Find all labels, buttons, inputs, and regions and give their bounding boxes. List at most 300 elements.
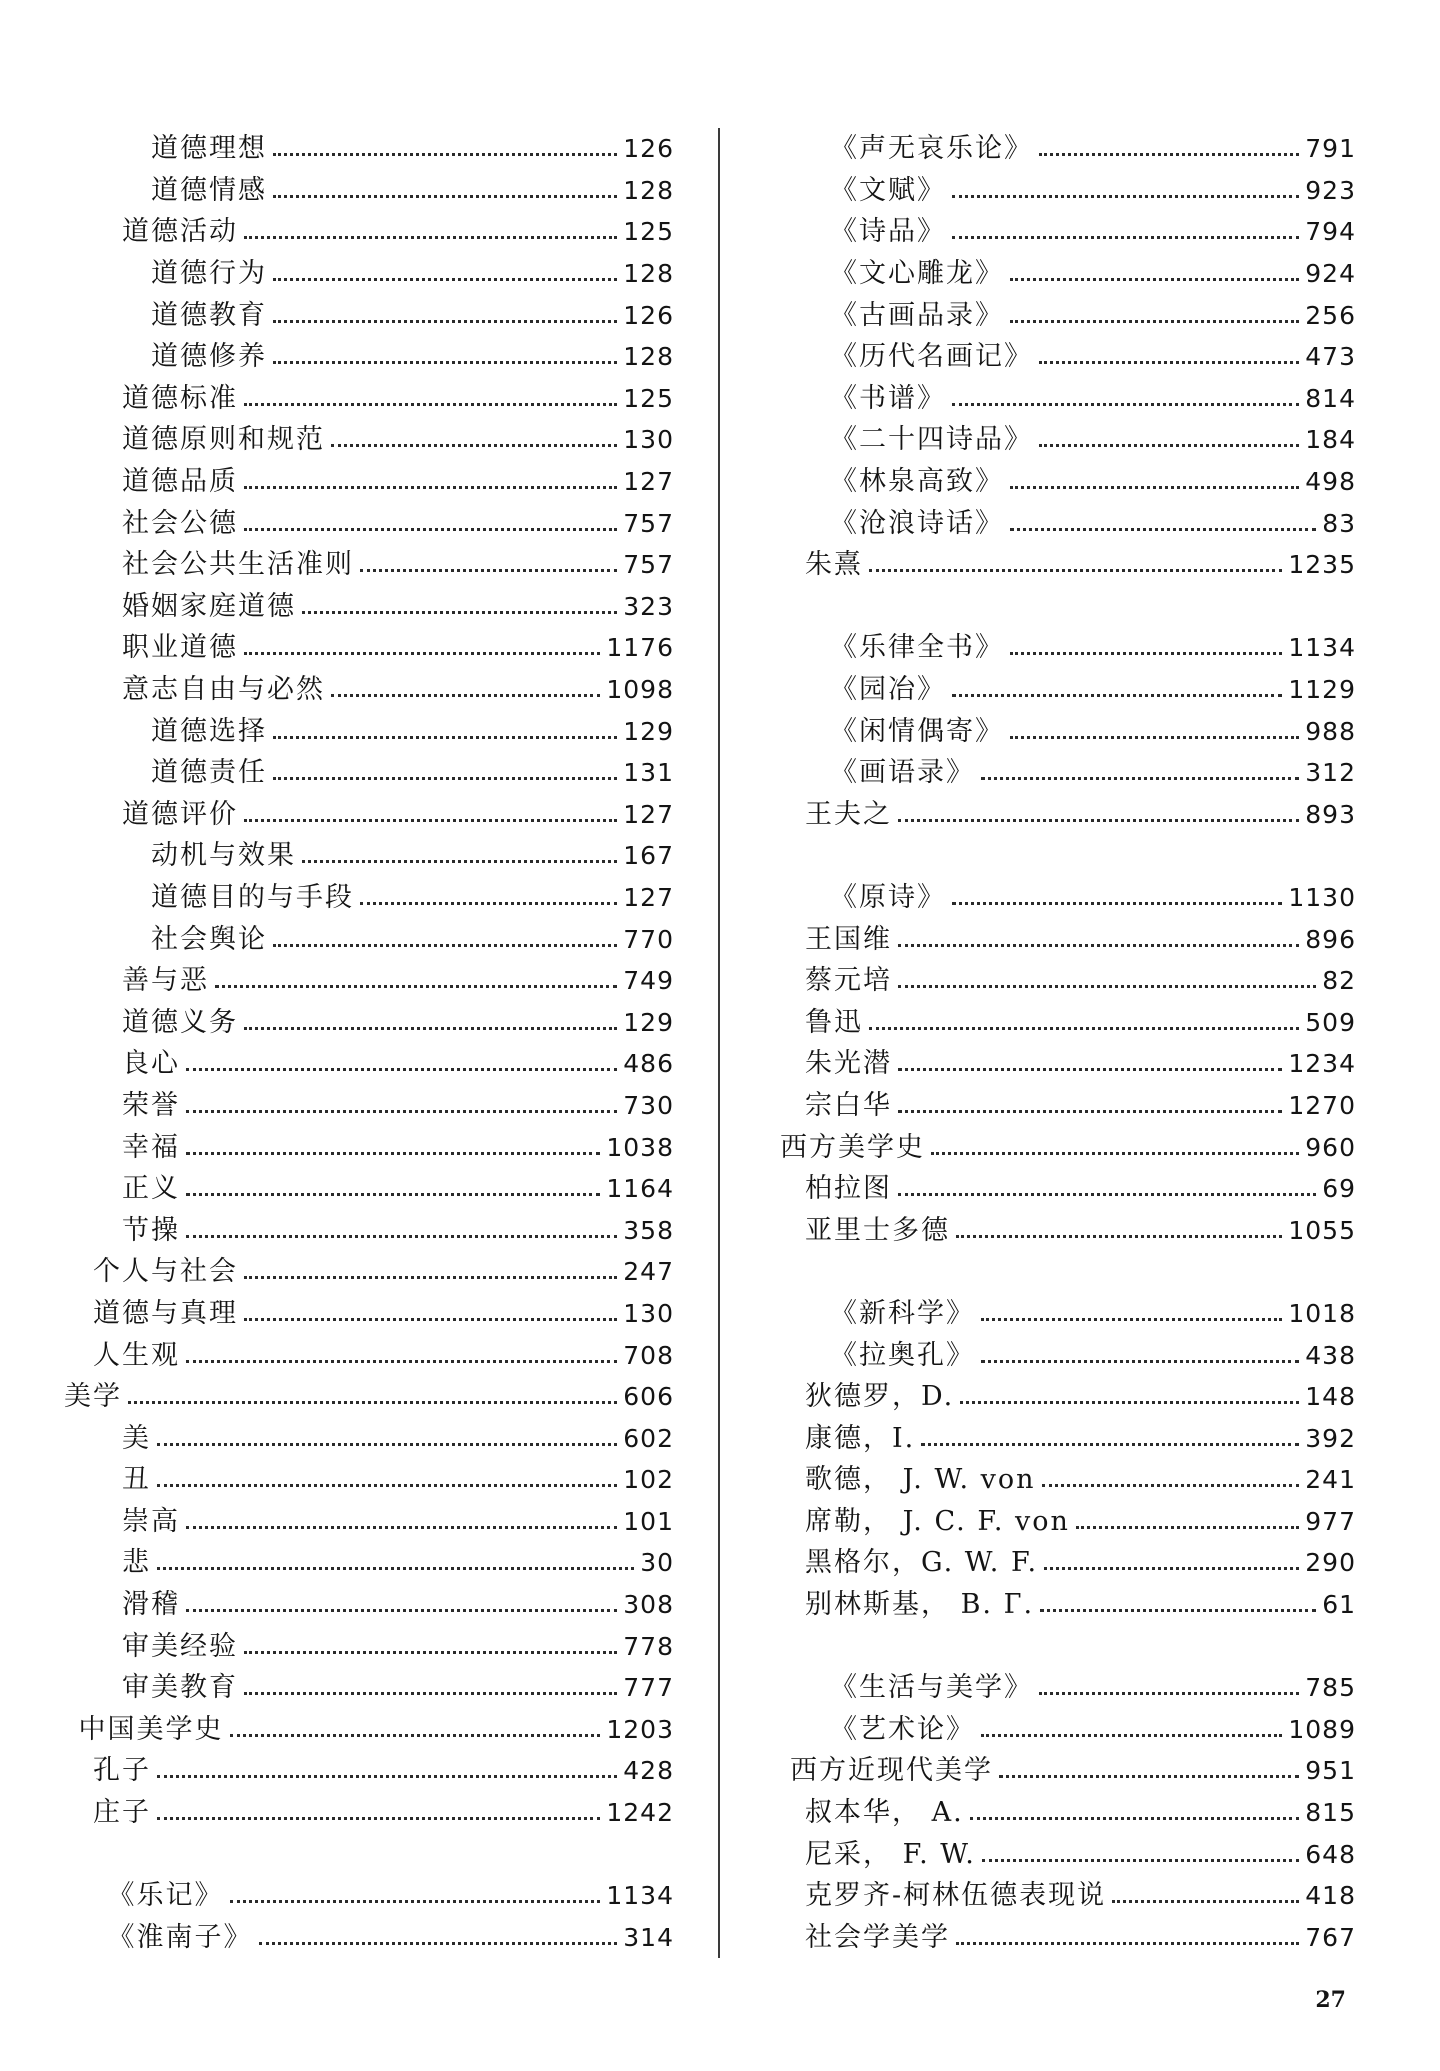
dot-leader <box>244 1692 617 1695</box>
index-entry-page: 129 <box>623 1007 674 1037</box>
index-entry <box>64 1625 674 1667</box>
index-entry <box>64 1542 674 1584</box>
index-entry-term: 动机与效果 <box>151 840 296 872</box>
index-entry <box>780 1085 1356 1127</box>
index-entry-page: 1130 <box>1288 882 1356 912</box>
index-gap <box>780 1251 1356 1293</box>
dot-leader <box>952 902 1282 905</box>
index-entry-page: 1129 <box>1288 675 1356 705</box>
dot-leader <box>186 1235 617 1238</box>
index-entry <box>64 1001 674 1043</box>
index-entry <box>780 1750 1356 1792</box>
index-entry <box>64 1293 674 1335</box>
dot-leader <box>215 985 617 988</box>
index-entry-term: 《生活与美学》 <box>830 1672 1033 1704</box>
index-entry-term: 社会舆论 <box>151 923 267 955</box>
index-entry-page: 128 <box>623 175 674 205</box>
index-entry-page: 148 <box>1305 1382 1356 1412</box>
index-entry-page: 167 <box>623 841 674 871</box>
index-entry <box>780 1709 1356 1751</box>
index-entry-term: 《艺术论》 <box>830 1713 975 1745</box>
index-entry-page: 1164 <box>606 1174 674 1204</box>
index-entry <box>780 960 1356 1002</box>
dot-leader <box>981 1734 1282 1737</box>
index-entry-page: 241 <box>1305 1465 1356 1495</box>
index-entry-term: 个人与社会 <box>93 1256 238 1288</box>
index-entry <box>780 1667 1356 1709</box>
index-entry-term: 《林泉高致》 <box>830 466 1004 498</box>
index-entry-term: 审美经验 <box>122 1630 238 1662</box>
index-entry-term: 《文赋》 <box>830 174 946 206</box>
index-entry <box>64 1043 674 1085</box>
index-entry <box>780 1417 1356 1459</box>
dot-leader <box>1010 486 1299 489</box>
index-entry-page: 602 <box>623 1423 674 1453</box>
index-entry-term: 尼采， F. W. <box>805 1838 976 1870</box>
index-entry <box>64 544 674 586</box>
index-entry <box>64 1459 674 1501</box>
index-entry <box>780 253 1356 295</box>
index-entry-page: 127 <box>623 799 674 829</box>
index-entry-page: 130 <box>623 1298 674 1328</box>
index-entry-term: 《乐律全书》 <box>830 632 1004 664</box>
index-entry-page: 606 <box>623 1382 674 1412</box>
index-entry <box>64 170 674 212</box>
index-entry-page: 438 <box>1305 1340 1356 1370</box>
index-entry-term: 《声无哀乐论》 <box>830 133 1033 165</box>
index-entry-page: 778 <box>623 1631 674 1661</box>
index-entry <box>64 710 674 752</box>
index-entry <box>64 1334 674 1376</box>
index-entry <box>780 336 1356 378</box>
index-entry <box>64 461 674 503</box>
index-entry-term: 道德教育 <box>151 299 267 331</box>
index-entry-term: 《原诗》 <box>830 881 946 913</box>
index-entry <box>64 752 674 794</box>
index-entry-term: 《闲情偶寄》 <box>830 715 1004 747</box>
index-entry-page: 61 <box>1322 1590 1356 1620</box>
dot-leader <box>869 569 1282 572</box>
index-entry-term: 道德行为 <box>151 258 267 290</box>
index-entry-page: 126 <box>623 134 674 164</box>
index-entry <box>780 1334 1356 1376</box>
index-entry <box>780 710 1356 752</box>
dot-leader <box>273 736 617 739</box>
index-entry-page: 125 <box>623 217 674 247</box>
index-entry-page: 102 <box>623 1465 674 1495</box>
dot-leader <box>1042 1484 1300 1487</box>
index-entry-term: 中国美学史 <box>78 1713 224 1745</box>
index-entry <box>64 1750 674 1792</box>
dot-leader <box>186 1068 617 1071</box>
dot-leader <box>921 1443 1299 1446</box>
index-entry-term: 朱熹 <box>805 549 863 581</box>
index-entry-page: 392 <box>1305 1423 1356 1453</box>
index-entry <box>64 627 674 669</box>
index-entry <box>780 1501 1356 1543</box>
index-entry-page: 486 <box>623 1049 674 1079</box>
dot-leader <box>244 652 600 655</box>
index-entry-term: 王国维 <box>805 923 892 955</box>
index-entry-page: 767 <box>1305 1922 1356 1952</box>
index-entry <box>780 1001 1356 1043</box>
dot-leader <box>273 944 617 947</box>
index-entry-term: 幸福 <box>122 1131 180 1163</box>
index-entry <box>780 502 1356 544</box>
index-entry-term: 道德责任 <box>151 757 267 789</box>
index-entry-term: 宗白华 <box>805 1089 892 1121</box>
index-entry-page: 960 <box>1305 1132 1356 1162</box>
index-entry-term: 歌德， J. W. von <box>805 1464 1036 1496</box>
index-entry-page: 509 <box>1305 1007 1356 1037</box>
index-entry-page: 131 <box>623 758 674 788</box>
dot-leader <box>157 1775 617 1778</box>
index-entry <box>64 294 674 336</box>
index-entry-page: 428 <box>623 1756 674 1786</box>
index-entry-term: 孔子 <box>93 1755 151 1787</box>
index-entry <box>780 1792 1356 1834</box>
index-entry-page: 1270 <box>1288 1090 1356 1120</box>
index-entry-term: 别林斯基， B. Г. <box>805 1589 1035 1621</box>
index-entry <box>64 1501 674 1543</box>
index-entry-page: 1203 <box>606 1714 674 1744</box>
index-entry-term: 黑格尔，G. W. F. <box>805 1547 1039 1579</box>
dot-leader <box>981 777 1299 780</box>
index-gap <box>780 835 1356 877</box>
index-entry <box>64 1209 674 1251</box>
index-entry <box>780 1875 1356 1917</box>
index-entry <box>780 211 1356 253</box>
index-entry-page: 184 <box>1305 425 1356 455</box>
index-entry-term: 西方近现代美学 <box>790 1755 993 1787</box>
index-entry-page: 358 <box>623 1215 674 1245</box>
index-entry-page: 127 <box>623 882 674 912</box>
index-entry-term: 康德，I. <box>805 1422 916 1454</box>
index-entry-page: 924 <box>1305 259 1356 289</box>
dot-leader <box>952 694 1282 697</box>
index-entry-page: 125 <box>623 383 674 413</box>
index-entry-term: 社会公德 <box>122 507 238 539</box>
dot-leader <box>273 361 617 364</box>
dot-leader <box>331 694 600 697</box>
dot-leader <box>1039 361 1299 364</box>
index-entry-term: 善与恶 <box>122 965 209 997</box>
index-entry <box>64 1168 674 1210</box>
index-entry <box>64 1251 674 1293</box>
dot-leader <box>1010 528 1316 531</box>
index-entry-page: 30 <box>640 1548 674 1578</box>
index-entry <box>64 336 674 378</box>
dot-leader <box>1039 153 1299 156</box>
dot-leader <box>273 195 617 198</box>
index-entry-term: 《古画品录》 <box>830 299 1004 331</box>
index-gap <box>780 1625 1356 1667</box>
dot-leader <box>259 1942 618 1945</box>
index-entry-term: 克罗齐-柯林伍德表现说 <box>805 1880 1107 1912</box>
index-entry-page: 473 <box>1305 342 1356 372</box>
dot-leader <box>1040 1609 1316 1612</box>
index-entry-term: 庄子 <box>93 1797 151 1829</box>
dot-leader <box>360 902 617 905</box>
dot-leader <box>1112 1900 1299 1903</box>
index-entry-term: 人生观 <box>93 1339 180 1371</box>
index-entry-page: 1055 <box>1288 1215 1356 1245</box>
dot-leader <box>956 1235 1282 1238</box>
index-entry-page: 126 <box>623 300 674 330</box>
index-entry <box>780 1459 1356 1501</box>
dot-leader <box>186 1152 600 1155</box>
index-entry-page: 749 <box>623 966 674 996</box>
index-entry <box>64 835 674 877</box>
index-entry-term: 《淮南子》 <box>107 1921 253 1953</box>
index-entry-page: 1098 <box>606 675 674 705</box>
dot-leader <box>244 1651 617 1654</box>
index-entry <box>780 419 1356 461</box>
index-entry <box>64 1792 674 1834</box>
index-entry <box>780 1542 1356 1584</box>
index-entry-page: 128 <box>623 342 674 372</box>
dot-leader <box>302 860 617 863</box>
index-entry-term: 丑 <box>122 1464 151 1496</box>
index-entry-term: 《画语录》 <box>830 757 975 789</box>
dot-leader <box>244 236 617 239</box>
index-gap <box>780 586 1356 628</box>
column-divider <box>718 128 720 1958</box>
dot-leader <box>244 819 617 822</box>
index-entry-term: 社会公共生活准则 <box>122 549 354 581</box>
index-entry-term: 节操 <box>122 1214 180 1246</box>
index-entry-term: 道德品质 <box>122 466 238 498</box>
index-entry-term: 《新科学》 <box>830 1297 975 1329</box>
index-entry <box>780 1917 1356 1959</box>
index-entry-page: 69 <box>1322 1174 1356 1204</box>
index-entry-term: 良心 <box>122 1048 180 1080</box>
dot-leader <box>273 278 617 281</box>
index-entry <box>64 1917 674 1959</box>
index-entry-page: 757 <box>623 550 674 580</box>
index-entry-term: 狄德罗，D. <box>805 1381 955 1413</box>
index-entry-term: 道德修养 <box>151 341 267 373</box>
index-entry-page: 1038 <box>606 1132 674 1162</box>
dot-leader <box>273 777 617 780</box>
index-entry <box>780 170 1356 212</box>
index-entry-page: 101 <box>623 1506 674 1536</box>
index-entry-term: 审美教育 <box>122 1672 238 1704</box>
left-index-column <box>64 128 674 1958</box>
index-entry-term: 亚里士多德 <box>805 1214 950 1246</box>
index-entry-page: 82 <box>1322 966 1356 996</box>
right-index-column <box>780 128 1356 1958</box>
dot-leader <box>931 1152 1299 1155</box>
index-entry <box>780 128 1356 170</box>
index-entry-page: 129 <box>623 716 674 746</box>
dot-leader <box>898 1193 1316 1196</box>
page-number: 27 <box>1315 1987 1346 2013</box>
index-entry-page: 896 <box>1305 924 1356 954</box>
dot-leader <box>898 819 1299 822</box>
dot-leader <box>244 528 617 531</box>
index-entry-page: 814 <box>1305 383 1356 413</box>
index-entry <box>64 1085 674 1127</box>
index-entry-page: 1018 <box>1288 1298 1356 1328</box>
index-entry-term: 柏拉图 <box>805 1173 892 1205</box>
dot-leader <box>230 1734 601 1737</box>
index-entry <box>64 128 674 170</box>
index-entry <box>64 419 674 461</box>
index-entry <box>64 1126 674 1168</box>
index-entry-term: 席勒， J. C. F. von <box>805 1505 1070 1537</box>
index-entry <box>780 1833 1356 1875</box>
index-entry-term: 社会学美学 <box>805 1921 950 1953</box>
dot-leader <box>230 1900 601 1903</box>
index-entry-page: 290 <box>1305 1548 1356 1578</box>
dot-leader <box>956 1942 1299 1945</box>
index-entry <box>780 877 1356 919</box>
index-entry-page: 988 <box>1305 716 1356 746</box>
index-entry <box>64 1584 674 1626</box>
index-entry-term: 道德目的与手段 <box>151 881 354 913</box>
dot-leader <box>128 1401 617 1404</box>
index-entry <box>64 1875 674 1917</box>
index-entry-term: 《文心雕龙》 <box>830 258 1004 290</box>
index-entry-page: 308 <box>623 1590 674 1620</box>
dot-leader <box>1010 652 1282 655</box>
dot-leader <box>186 1110 617 1113</box>
index-entry-page: 708 <box>623 1340 674 1370</box>
index-entry <box>64 253 674 295</box>
index-entry-term: 正义 <box>122 1173 180 1205</box>
dot-leader <box>157 1817 600 1820</box>
dot-leader <box>186 1193 600 1196</box>
index-entry <box>64 1667 674 1709</box>
index-entry-page: 128 <box>623 259 674 289</box>
index-entry-page: 977 <box>1305 1506 1356 1536</box>
dot-leader <box>1010 320 1299 323</box>
index-entry-page: 256 <box>1305 300 1356 330</box>
index-entry-page: 1176 <box>606 633 674 663</box>
index-entry-page: 498 <box>1305 467 1356 497</box>
dot-leader <box>186 1609 617 1612</box>
index-entry <box>780 918 1356 960</box>
dot-leader <box>157 1484 617 1487</box>
dot-leader <box>1039 444 1299 447</box>
index-entry <box>64 877 674 919</box>
index-entry-page: 777 <box>623 1673 674 1703</box>
index-entry-term: 道德评价 <box>122 798 238 830</box>
dot-leader <box>244 403 617 406</box>
index-entry-page: 1235 <box>1288 550 1356 580</box>
index-entry-term: 道德活动 <box>122 216 238 248</box>
dot-leader <box>898 985 1316 988</box>
index-entry-term: 道德情感 <box>151 174 267 206</box>
dot-leader <box>273 320 617 323</box>
dot-leader <box>360 569 617 572</box>
index-entry <box>780 544 1356 586</box>
index-entry-page: 815 <box>1305 1798 1356 1828</box>
dot-leader <box>186 1360 617 1363</box>
index-entry-page: 923 <box>1305 175 1356 205</box>
dot-leader <box>244 1276 617 1279</box>
index-entry-page: 1242 <box>606 1798 674 1828</box>
index-entry <box>780 1126 1356 1168</box>
index-entry-page: 794 <box>1305 217 1356 247</box>
index-entry-page: 1134 <box>1288 633 1356 663</box>
dot-leader <box>981 1360 1299 1363</box>
index-entry-term: 蔡元培 <box>805 965 892 997</box>
index-entry <box>780 294 1356 336</box>
index-entry-term: 《乐记》 <box>107 1880 224 1912</box>
index-entry-term: 《拉奥孔》 <box>830 1339 975 1371</box>
index-entry-term: 崇高 <box>122 1505 180 1537</box>
index-entry <box>780 1168 1356 1210</box>
index-entry-page: 1234 <box>1288 1049 1356 1079</box>
index-entry-term: 鲁迅 <box>805 1006 863 1038</box>
index-entry <box>64 1709 674 1751</box>
index-entry-term: 道德标准 <box>122 382 238 414</box>
index-entry-term: 道德义务 <box>122 1006 238 1038</box>
dot-leader <box>970 1817 1300 1820</box>
index-entry <box>780 1584 1356 1626</box>
index-entry-page: 1089 <box>1288 1714 1356 1744</box>
index-entry <box>780 627 1356 669</box>
index-entry-term: 《诗品》 <box>830 216 946 248</box>
index-entry-term: 道德与真理 <box>93 1297 238 1329</box>
index-entry-term: 道德原则和规范 <box>122 424 325 456</box>
index-entry-term: 美学 <box>64 1381 122 1413</box>
index-entry-term: 《园冶》 <box>830 674 946 706</box>
index-entry-term: 叔本华， A. <box>805 1797 964 1829</box>
dot-leader <box>1044 1567 1299 1570</box>
index-entry <box>780 378 1356 420</box>
index-entry-page: 757 <box>623 508 674 538</box>
dot-leader <box>999 1775 1299 1778</box>
index-entry-term: 道德选择 <box>151 715 267 747</box>
index-entry <box>64 586 674 628</box>
index-entry <box>64 502 674 544</box>
index-entry <box>64 960 674 1002</box>
index-entry-page: 1134 <box>606 1881 674 1911</box>
dot-leader <box>898 944 1299 947</box>
dot-leader <box>244 1027 617 1030</box>
index-entry-page: 770 <box>623 924 674 954</box>
dot-leader <box>869 1027 1299 1030</box>
dot-leader <box>331 444 617 447</box>
dot-leader <box>157 1443 617 1446</box>
index-entry <box>780 669 1356 711</box>
dot-leader <box>1076 1526 1299 1529</box>
index-entry-term: 职业道德 <box>122 632 238 664</box>
index-entry-page: 785 <box>1305 1673 1356 1703</box>
index-entry-page: 127 <box>623 467 674 497</box>
index-entry-page: 83 <box>1322 508 1356 538</box>
index-entry-term: 《历代名画记》 <box>830 341 1033 373</box>
index-entry <box>780 461 1356 503</box>
dot-leader <box>952 403 1299 406</box>
index-entry-term: 《书谱》 <box>830 382 946 414</box>
dot-leader <box>982 1859 1299 1862</box>
index-entry-term: 美 <box>122 1422 151 1454</box>
index-entry <box>64 211 674 253</box>
dot-leader <box>302 611 617 614</box>
index-entry <box>780 1043 1356 1085</box>
index-entry-page: 130 <box>623 425 674 455</box>
dot-leader <box>244 1318 617 1321</box>
index-entry-term: 荣誉 <box>122 1089 180 1121</box>
index-entry-page: 951 <box>1305 1756 1356 1786</box>
index-entry <box>64 918 674 960</box>
dot-leader <box>1010 736 1299 739</box>
index-entry-term: 朱光潜 <box>805 1048 892 1080</box>
